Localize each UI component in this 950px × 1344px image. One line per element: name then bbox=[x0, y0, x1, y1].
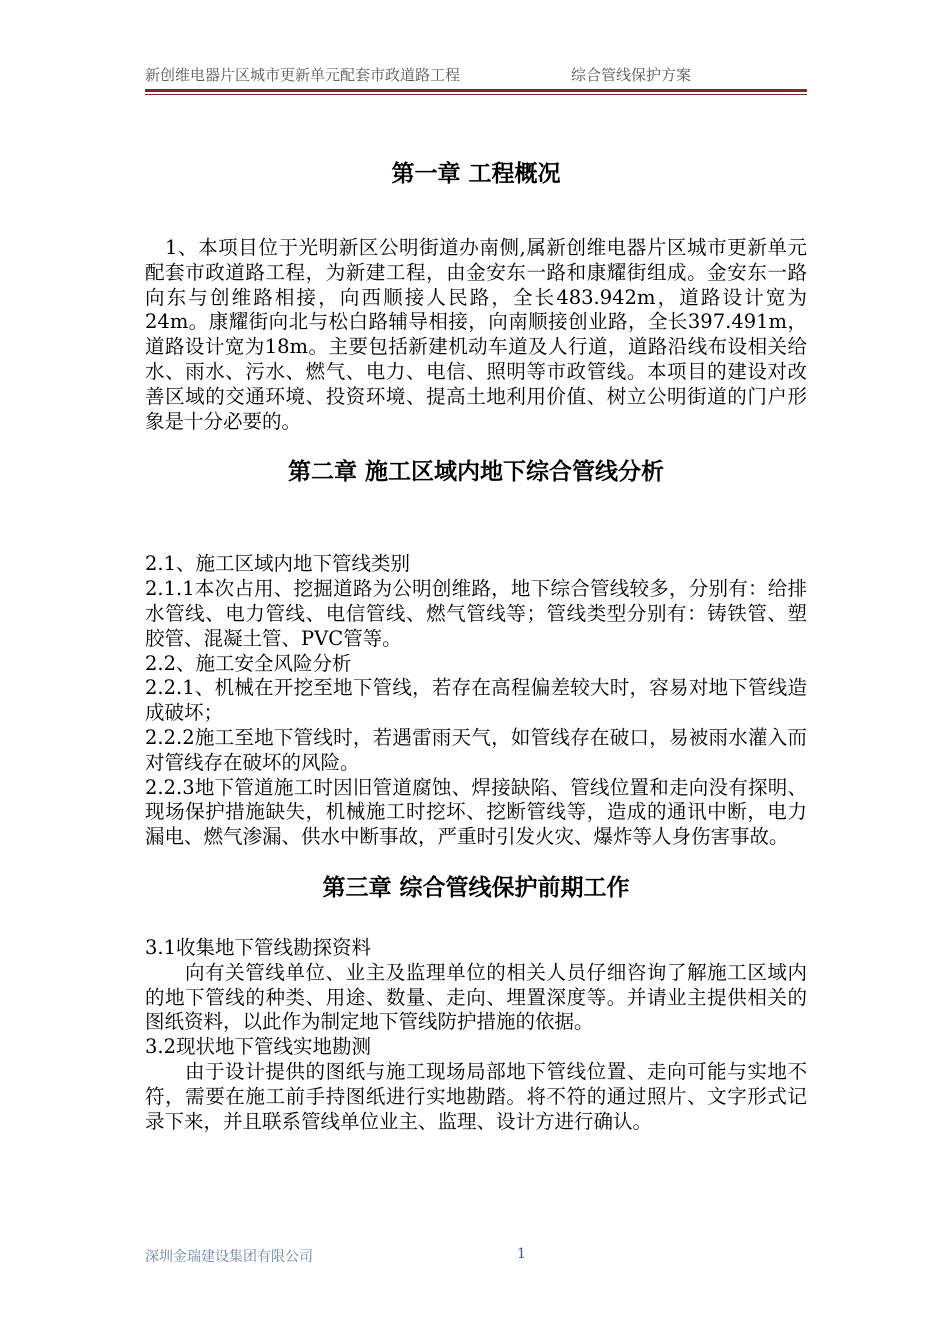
section-3-2-heading: 3.2现状地下管线实地勘测 bbox=[145, 1035, 372, 1059]
footer-company-name: 深圳金瑞建设集团有限公司 bbox=[145, 1249, 313, 1265]
section-2-1-1-text: 2.1.1本次占用、挖掘道路为公明创维路，地下综合管线较多，分别有：给排水管线、电力管线、电信管线、燃气管线等；管线类型分别有：铸铁管、塑胶管、混凝土管、PVC管等。 bbox=[145, 577, 807, 650]
header-rule-thick bbox=[145, 89, 807, 92]
chapter-3-title: 第三章 综合管线保护前期工作 bbox=[322, 874, 630, 901]
section-2-2-heading: 2.2、施工安全风险分析 bbox=[145, 651, 352, 675]
section-3-1-text: 向有关管线单位、业主及监理单位的相关人员仔细咨询了解施工区域内的地下管线的种类、用途、数量、走向、埋置深度等。并请业主提供相关的图纸资料，以此作为制定地下管线防护措施的依据。 bbox=[145, 960, 807, 1034]
section-3-2-text: 由于设计提供的图纸与施工现场局部地下管线位置、走向可能与实地不符，需要在施工前手持图纸进行实地勘踏。将不符的通过照片、文字形式记录下来，并且联系管线单位业主、监理、设计方进行确认。 bbox=[145, 1059, 807, 1133]
header-project-name: 新创维电器片区城市更新单元配套市政道路工程 bbox=[145, 66, 461, 84]
section-2-1-heading: 2.1、施工区域内地下管线类别 bbox=[145, 552, 411, 576]
section-2-2-2-text: 2.2.2施工至地下管线时，若遇雷雨天气，如管线存在破口，易被雨水灌入而对管线存在破坏的风险。 bbox=[145, 725, 807, 774]
chapter-1-title: 第一章 工程概况 bbox=[391, 161, 561, 187]
section-2-2-1-text: 2.2.1、机械在开挖至地下管线，若存在高程偏差较大时，容易对地下管线造成破坏； bbox=[145, 676, 807, 725]
header-rule-thin bbox=[145, 94, 807, 95]
chapter-1-paragraph: 1、本项目位于光明新区公明街道办南侧,属新创维电器片区城市更新单元配套市政道路工程，为新建工程，由金安东一路和康耀街组成。金安东一路向东与创维路相接，向西顺接人民路，全长483.942m，道路设计宽为24m。康耀街向北与松白路辅导相接，向南顺接创业路，全长397.491m，道路设计宽为18m。主要包括新建机动车道及人行道，道路沿线布设相关给水、雨水、污水、燃气、电力、电信、照明等市政管线。本项目的建设对改善区域的交通环境、投资环境、提高土地利用价值、树立公明街道的门户形象是十分必要的。 bbox=[145, 236, 807, 433]
document-body bbox=[145, 150, 807, 1134]
section-2-2-3-text: 2.2.3地下管道施工时因旧管道腐蚀、焊接缺陷、管线位置和走向没有探明、现场保护措施缺失，机械施工时挖坏、挖断管线等，造成的通讯中断，电力漏电、燃气渗漏、供水中断事故，严重时引发火灾、爆炸等人身伤害事故。 bbox=[145, 775, 807, 849]
chapter-2-title: 第二章 施工区域内地下综合管线分析 bbox=[287, 459, 664, 486]
header-document-title: 综合管线保护方案 bbox=[571, 66, 692, 84]
page-number: 1 bbox=[517, 1246, 526, 1262]
section-3-1-heading: 3.1收集地下管线勘探资料 bbox=[145, 935, 372, 959]
